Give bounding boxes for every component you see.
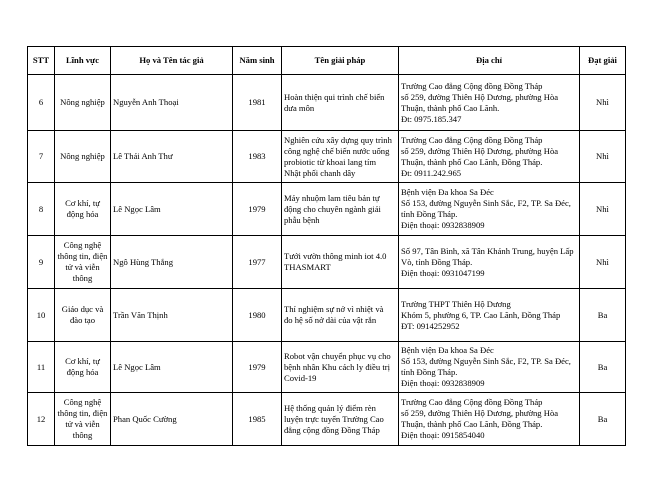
header-solution: Tên giải pháp (282, 47, 399, 75)
table-row (28, 183, 626, 236)
cell-address: Trường Cao đẳng Cộng đồng Đồng Tháp số 259, đường Thiên Hộ Dương, phường Hòa Thuận, thành phố Cao Lãnh, Đồng Tháp. Điện thoại: 0915854040 (399, 393, 580, 446)
cell-year: 1979 (233, 342, 282, 393)
cell-field: Nông nghiệp (55, 131, 111, 183)
cell-solution: Tưới vườn thông minh iot 4.0 THASMART (282, 236, 399, 289)
header-row (28, 47, 626, 75)
cell-award: Nhì (580, 236, 626, 289)
cell-stt: 7 (28, 131, 55, 183)
cell-award: Ba (580, 289, 626, 342)
header-award: Đạt giải (580, 47, 626, 75)
cell-year: 1979 (233, 183, 282, 236)
cell-address: Trường Cao đẳng Cộng đồng Đồng Tháp số 259, đường Thiên Hộ Dương, phường Hòa Thuận, thành phố Cao Lãnh, Đồng Tháp. Đt: 0911.242.965 (399, 131, 580, 183)
table-row (28, 393, 626, 446)
cell-stt: 11 (28, 342, 55, 393)
cell-award: Ba (580, 393, 626, 446)
cell-address: Bệnh viện Đa khoa Sa Đéc Số 153, đường Nguyễn Sinh Sắc, F2, TP. Sa Đéc, tỉnh Đồng Tháp. Điện thoại: 0932838909 (399, 342, 580, 393)
table-row (28, 75, 626, 131)
cell-award: Nhì (580, 75, 626, 131)
cell-solution: Nghiên cứu xây dựng quy trình công nghệ chế biến nước uống probiotic từ khoai lang tím Nhật phối chanh dây (282, 131, 399, 183)
cell-solution: Thí nghiệm sự nở vì nhiệt và đo hệ số nở dài của vật rắn (282, 289, 399, 342)
cell-address: Số 97, Tân Bình, xã Tân Khánh Trung, huyện Lấp Vò, tỉnh Đồng Tháp. Điện thoại: 0931047199 (399, 236, 580, 289)
header-stt: STT (28, 47, 55, 75)
cell-author: Phan Quốc Cường (111, 393, 233, 446)
cell-stt: 12 (28, 393, 55, 446)
cell-author: Lê Ngọc Lâm (111, 342, 233, 393)
cell-author: Lê Thái Anh Thư (111, 131, 233, 183)
cell-field: Cơ khí, tự động hóa (55, 183, 111, 236)
cell-stt: 9 (28, 236, 55, 289)
cell-field: Công nghệ thông tin, điện tử và viễn thông (55, 236, 111, 289)
cell-field: Nông nghiệp (55, 75, 111, 131)
cell-award: Nhì (580, 183, 626, 236)
header-address: Địa chỉ (399, 47, 580, 75)
table-row (28, 289, 626, 342)
cell-year: 1980 (233, 289, 282, 342)
cell-author: Trần Văn Thịnh (111, 289, 233, 342)
cell-stt: 8 (28, 183, 55, 236)
cell-address: Bệnh viện Đa khoa Sa Đéc Số 153, đường Nguyễn Sinh Sắc, F2, TP. Sa Đéc, tỉnh Đồng Tháp. Điện thoại: 0932838909 (399, 183, 580, 236)
awards-table (27, 46, 626, 446)
cell-award: Ba (580, 342, 626, 393)
cell-solution: Hoàn thiện qui trình chế biến dưa môn (282, 75, 399, 131)
cell-year: 1981 (233, 75, 282, 131)
cell-year: 1977 (233, 236, 282, 289)
cell-address: Trường Cao đẳng Cộng đồng Đồng Tháp số 259, đường Thiên Hộ Dương, phường Hòa Thuận, thành phố Cao Lãnh. Đt: 0975.185.347 (399, 75, 580, 131)
table-row (28, 131, 626, 183)
cell-stt: 6 (28, 75, 55, 131)
cell-year: 1985 (233, 393, 282, 446)
header-author: Họ và Tên tác giả (111, 47, 233, 75)
cell-solution: Máy nhuộm lam tiêu bản tự động cho chuyên ngành giải phẫu bệnh (282, 183, 399, 236)
cell-field: Giáo dục và đào tạo (55, 289, 111, 342)
header-year: Năm sinh (233, 47, 282, 75)
table-row (28, 342, 626, 393)
cell-solution: Hệ thống quản lý điểm rèn luyện trực tuyến Trường Cao đẳng cộng đồng Đồng Tháp (282, 393, 399, 446)
cell-field: Cơ khí, tự động hóa (55, 342, 111, 393)
cell-author: Lê Ngọc Lâm (111, 183, 233, 236)
cell-award: Nhì (580, 131, 626, 183)
cell-solution: Robot vận chuyển phục vụ cho bệnh nhân Khu cách ly điều trị Covid-19 (282, 342, 399, 393)
cell-field: Công nghệ thông tin, điện tử và viễn thông (55, 393, 111, 446)
table-row (28, 236, 626, 289)
cell-stt: 10 (28, 289, 55, 342)
cell-address: Trường THPT Thiên Hộ Dương Khóm 5, phường 6, TP. Cao Lãnh, Đồng Tháp ĐT: 0914252952 (399, 289, 580, 342)
cell-author: Ngô Hùng Thắng (111, 236, 233, 289)
header-field: Lĩnh vực (55, 47, 111, 75)
cell-author: Nguyễn Anh Thoại (111, 75, 233, 131)
cell-year: 1983 (233, 131, 282, 183)
